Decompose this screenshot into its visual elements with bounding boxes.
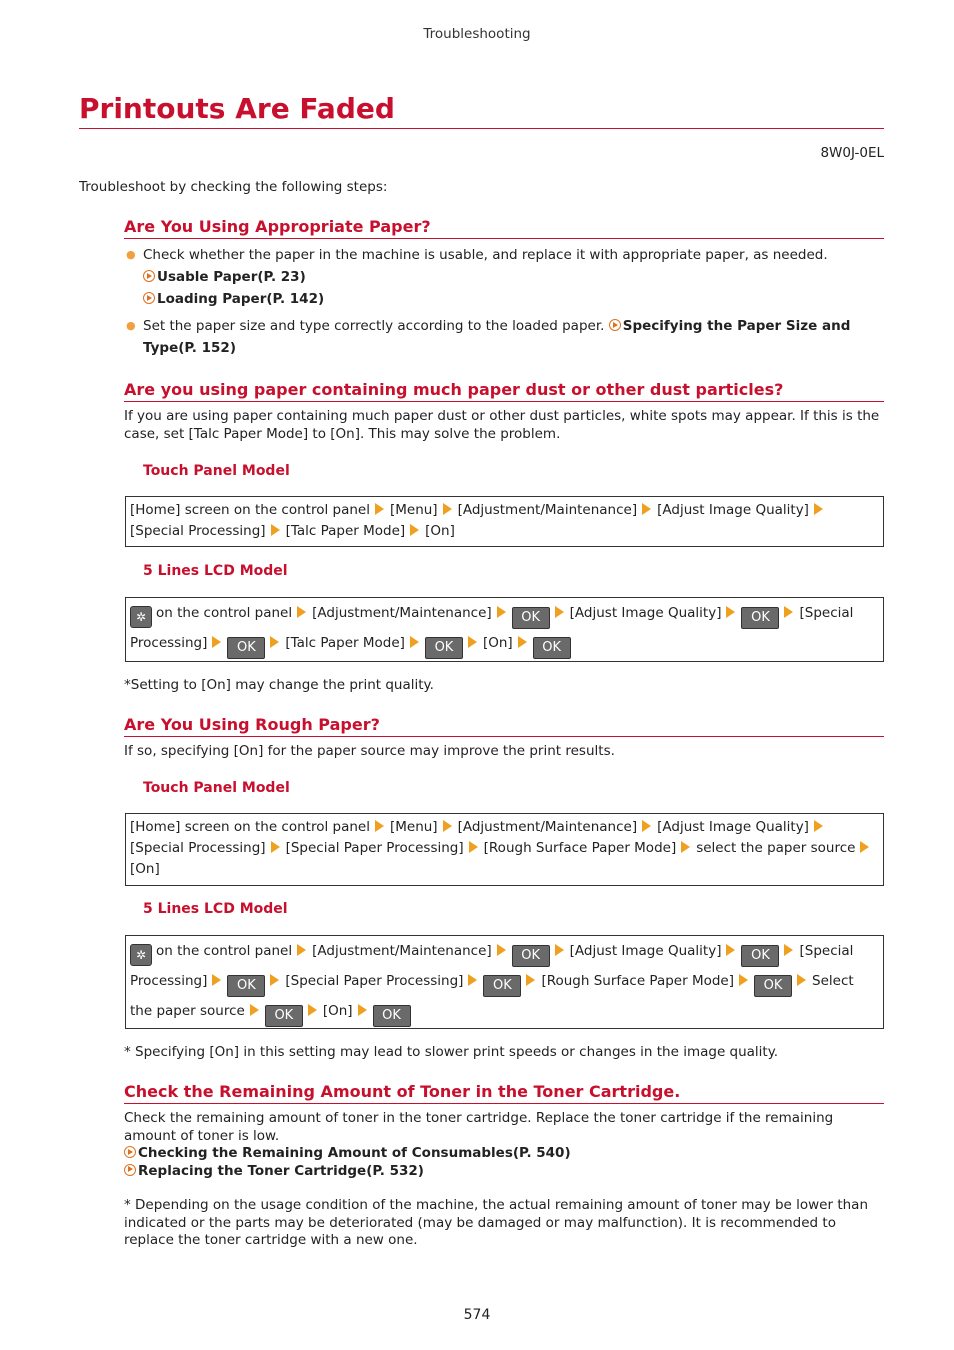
step-arrow-icon	[497, 944, 506, 956]
step-arrow-icon	[642, 820, 651, 832]
section-toner-remaining	[124, 1082, 884, 1250]
step-arrow-icon	[270, 636, 279, 648]
step-arrow-icon	[642, 503, 651, 515]
section-body: If you are using paper containing much paper dust or other dust particles, white spots may appear. If this is the case, set [Talc Paper Mode] to [On]. This may solve the problem.	[124, 408, 880, 442]
ok-key-icon: OK	[483, 975, 521, 997]
step-arrow-icon	[297, 944, 306, 956]
bullet-dot-icon: ●	[126, 248, 136, 261]
ok-key-icon: OK	[512, 945, 550, 967]
step: on the control panel	[156, 605, 293, 621]
lcd-model-label: 5 Lines LCD Model	[143, 563, 288, 579]
step: [On]	[130, 861, 160, 877]
link-checking-consumables[interactable]: Checking the Remaining Amount of Consumables(P. 540)	[124, 1145, 884, 1163]
lcd-model-label: 5 Lines LCD Model	[143, 901, 288, 917]
step: [Home] screen on the control panel	[130, 502, 370, 518]
circle-arrow-link-icon	[124, 1164, 136, 1176]
step-arrow-icon	[726, 606, 735, 618]
step-arrow-icon	[468, 636, 477, 648]
step: [Menu]	[389, 502, 438, 518]
step-arrow-icon	[518, 636, 527, 648]
page-title: Printouts Are Faded	[79, 92, 884, 129]
page-number: 574	[463, 1307, 491, 1323]
step: [Special Processing]	[130, 943, 854, 989]
ok-key-icon: OK	[227, 637, 265, 659]
bullet-list	[124, 244, 884, 359]
touch-panel-model-label: Touch Panel Model	[143, 780, 290, 796]
step-arrow-icon	[681, 841, 690, 853]
list-item	[124, 315, 884, 359]
menu-key-icon: ✲	[130, 606, 152, 628]
note-text: *Setting to [On] may change the print quality.	[124, 677, 434, 693]
step: [Special Paper Processing]	[285, 973, 464, 989]
ok-key-icon: OK	[265, 1005, 303, 1027]
ok-key-icon: OK	[512, 607, 550, 629]
ok-key-icon: OK	[741, 607, 779, 629]
menu-key-icon: ✲	[130, 944, 152, 966]
step-arrow-icon	[443, 820, 452, 832]
running-header: Troubleshooting	[423, 26, 531, 42]
step: [Adjust Image Quality]	[569, 943, 722, 959]
section-heading: Check the Remaining Amount of Toner in the Toner Cartridge.	[124, 1082, 884, 1104]
lcd-steps	[125, 935, 884, 1029]
step: select the paper source	[696, 840, 856, 856]
section-appropriate-paper	[124, 217, 884, 359]
step: [Home] screen on the control panel	[130, 819, 370, 835]
step-arrow-icon	[739, 974, 748, 986]
section-heading: Are you using paper containing much paper dust or other dust particles?	[124, 380, 884, 402]
link-loading-paper[interactable]: Loading Paper(P. 142)	[143, 288, 884, 310]
step: [Rough Surface Paper Mode]	[541, 973, 735, 989]
step-arrow-icon	[250, 1004, 259, 1016]
step: [Talc Paper Mode]	[285, 523, 406, 539]
step: [Adjustment/Maintenance]	[312, 943, 492, 959]
step: [Special Processing]	[130, 605, 854, 651]
link-replacing-toner[interactable]: Replacing the Toner Cartridge(P. 532)	[124, 1163, 884, 1181]
section-rough-paper	[124, 715, 884, 761]
step: [On]	[322, 1003, 353, 1019]
step-arrow-icon	[410, 524, 419, 536]
step: [Talc Paper Mode]	[285, 635, 405, 651]
step-arrow-icon	[270, 974, 279, 986]
step-arrow-icon	[726, 944, 735, 956]
link-paper-size-type[interactable]: Specifying the Paper Size and Type(P. 152)	[143, 318, 851, 356]
bullet-dot-icon: ●	[126, 319, 136, 332]
step-arrow-icon	[784, 606, 793, 618]
step-arrow-icon	[443, 503, 452, 515]
touch-panel-steps	[125, 496, 884, 547]
ok-key-icon: OK	[227, 975, 265, 997]
list-item	[124, 244, 884, 310]
ok-key-icon: OK	[741, 945, 779, 967]
note-text: * Specifying [On] in this setting may lead to slower print speeds or changes in the image quality.	[124, 1044, 779, 1060]
step-arrow-icon	[555, 944, 564, 956]
step: [Adjust Image Quality]	[569, 605, 722, 621]
step-arrow-icon	[375, 503, 384, 515]
step-arrow-icon	[271, 524, 280, 536]
step-arrow-icon	[814, 503, 823, 515]
step-arrow-icon	[797, 974, 806, 986]
step: [Adjustment/Maintenance]	[457, 819, 638, 835]
section-heading: Are You Using Appropriate Paper?	[124, 217, 884, 239]
step-arrow-icon	[308, 1004, 317, 1016]
step: [Adjust Image Quality]	[657, 819, 809, 835]
step-arrow-icon	[297, 606, 306, 618]
ok-key-icon: OK	[373, 1005, 411, 1027]
step-arrow-icon	[497, 606, 506, 618]
step: [Special Paper Processing]	[285, 840, 464, 856]
bullet-text: Set the paper size and type correctly according to the loaded paper.	[143, 318, 609, 334]
document-id: 8W0J-0EL	[820, 145, 884, 161]
step-arrow-icon	[555, 606, 564, 618]
step: [Adjust Image Quality]	[657, 502, 809, 518]
step: [Rough Surface Paper Mode]	[483, 840, 677, 856]
step: [Adjustment/Maintenance]	[312, 605, 492, 621]
step: [On]	[425, 523, 455, 539]
section-body: If so, specifying [On] for the paper source may improve the print results.	[124, 743, 615, 759]
step-arrow-icon	[212, 636, 221, 648]
step: Select the paper source	[130, 973, 854, 1019]
section-heading: Are You Using Rough Paper?	[124, 715, 884, 737]
step-arrow-icon	[526, 974, 535, 986]
step-arrow-icon	[784, 944, 793, 956]
note-text: * Depending on the usage condition of the machine, the actual remaining amount of toner may be lower than indicated or the parts may be deteriorated (may be damaged or may malfunction). It is recommended to replace the toner cartridge with a new one.	[124, 1197, 868, 1248]
step: [On]	[482, 635, 513, 651]
step-arrow-icon	[410, 636, 419, 648]
step: [Special Processing]	[130, 840, 266, 856]
step-arrow-icon	[860, 841, 869, 853]
step-arrow-icon	[212, 974, 221, 986]
lcd-steps	[125, 597, 884, 662]
touch-panel-model-label: Touch Panel Model	[143, 463, 290, 479]
link-usable-paper[interactable]: Usable Paper(P. 23)	[143, 266, 884, 288]
step-arrow-icon	[469, 841, 478, 853]
touch-panel-steps	[125, 813, 884, 886]
ok-key-icon: OK	[754, 975, 792, 997]
step: [Special Processing]	[130, 523, 266, 539]
step-arrow-icon	[271, 841, 280, 853]
circle-arrow-link-icon	[609, 319, 621, 331]
bullet-text: Check whether the paper in the machine is usable, and replace it with appropriate paper, as needed.	[143, 247, 828, 263]
circle-arrow-link-icon	[143, 270, 155, 282]
circle-arrow-link-icon	[143, 292, 155, 304]
circle-arrow-link-icon	[124, 1146, 136, 1158]
step: [Menu]	[389, 819, 438, 835]
step: on the control panel	[156, 943, 293, 959]
step-arrow-icon	[375, 820, 384, 832]
ok-key-icon: OK	[425, 637, 463, 659]
step-arrow-icon	[358, 1004, 367, 1016]
section-paper-dust	[124, 380, 884, 443]
step-arrow-icon	[814, 820, 823, 832]
ok-key-icon: OK	[533, 637, 571, 659]
section-body: Check the remaining amount of toner in the toner cartridge. Replace the toner cartridge if the remaining amount of toner is low.	[124, 1110, 834, 1144]
step: [Adjustment/Maintenance]	[457, 502, 638, 518]
intro-text: Troubleshoot by checking the following steps:	[79, 179, 388, 195]
step-arrow-icon	[468, 974, 477, 986]
